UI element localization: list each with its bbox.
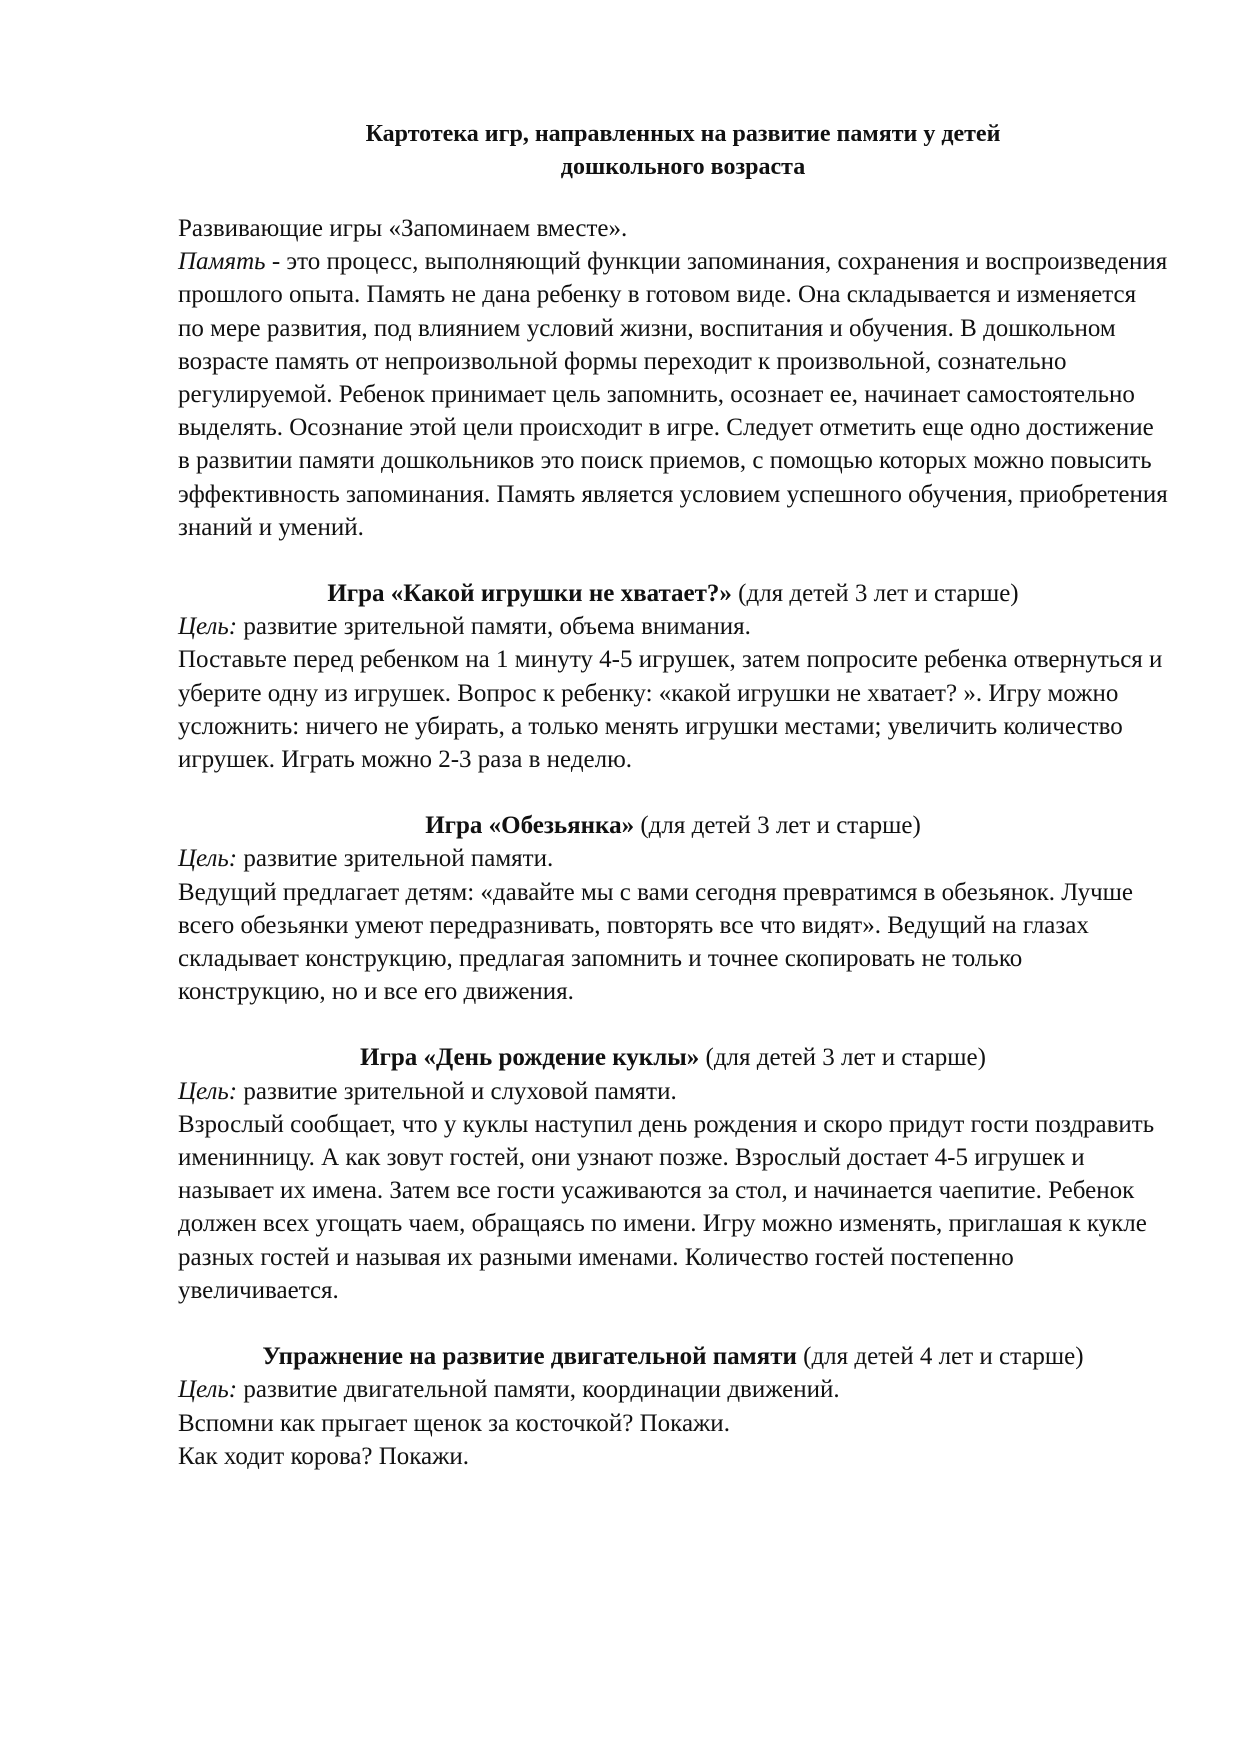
title-line-2: дошкольного возраста: [560, 154, 806, 180]
game-section-3: [178, 1041, 1168, 1307]
game-name: Игра «Обезьянка»: [425, 812, 635, 840]
game-goal: [178, 1373, 1168, 1406]
game-age: (для детей 3 лет и старше): [731, 580, 1019, 608]
intro-term: Память: [178, 248, 266, 276]
game-section-1: [178, 577, 1168, 776]
goal-text: развитие двигательной памяти, координации движений.: [237, 1376, 840, 1404]
game-description: Ведущий предлагает детям: «давайте мы с вами сегодня превратимся в обезьянок. Лучше всего обезьянки умеют передразнивать, повторять все что видят». Ведущий на глазах складывает конструкцию, предлагая запомнить и точнее скопировать не только конструкцию, но и все его движения.: [178, 878, 1134, 1006]
document-title: [178, 118, 1168, 184]
game-name: Игра «Какой игрушки не хватает?»: [327, 580, 732, 608]
intro-paragraph: [178, 245, 1168, 544]
game-description: Поставьте перед ребенком на 1 минуту 4-5 игрушек, затем попросите ребенка отвернуться и уберите одну из игрушек. Вопрос к ребенку: «какой игрушки не хватает? ». Игру можно усложнить: ничего не убирать, а только менять игрушки местами; увеличить количество игрушек. Играть можно 2-3 раза в неделю.: [178, 646, 1163, 774]
document-page: [178, 118, 1168, 1506]
intro-section: [178, 212, 1168, 544]
game-title: [178, 809, 1168, 842]
exercise-line: Вспомни как прыгает щенок за косточкой? Покажи.: [178, 1409, 730, 1437]
game-age: (для детей 4 лет и старше): [796, 1343, 1084, 1371]
exercise-line: Как ходит корова? Покажи.: [178, 1442, 470, 1470]
game-goal: [178, 842, 1168, 875]
game-description: Взрослый сообщает, что у куклы наступил день рождения и скоро придут гости поздравить именинницу. А как зовут гостей, они узнают позже. Взрослый достает 4-5 игрушек и называет их имена. Затем все гости усаживаются за стол, и начинается чаепитие. Ребенок должен всех угощать чаем, обращаясь по имени. Игру можно изменять, приглашая к кукле разных гостей и называя их разными именами. Количество гостей постепенно увеличивается.: [178, 1110, 1155, 1304]
goal-label: Цель:: [178, 1376, 238, 1404]
intro-text: - это процесс, выполняющий функции запоминания, сохранения и воспроизведения прошлого опыта. Память не дана ребенку в готовом виде. Она складывается и изменяется по мере развития, под влиянием условий жизни, воспитания и обучения. В дошкольном возрасте память от непроизвольной формы переходит к произвольной, сознательно регулируемой. Ребенок принимает цель запомнить, осознает ее, начинает самостоятельно выделять. Осознание этой цели происходит в игре. Следует отметить еще одно достижение в развитии памяти дошкольников это поиск приемов, с помощью которых можно повысить эффективность запоминания. Память является условием успешного обучения, приобретения знаний и умений.: [178, 248, 1168, 541]
game-name: Игра «День рождение куклы»: [360, 1044, 700, 1072]
game-title: [178, 1041, 1168, 1074]
game-goal: [178, 1075, 1168, 1108]
game-section-2: [178, 809, 1168, 1008]
title-line-1: Картотека игр, направленных на развитие памяти у детей: [365, 121, 1001, 147]
game-goal: [178, 610, 1168, 643]
game-name: Упражнение на развитие двигательной памяти: [262, 1343, 797, 1371]
game-age: (для детей 3 лет и старше): [634, 812, 921, 840]
goal-label: Цель:: [178, 1077, 238, 1105]
goal-text: развитие зрительной памяти.: [237, 845, 554, 873]
game-age: (для детей 3 лет и старше): [699, 1044, 986, 1072]
game-title: [178, 1340, 1168, 1373]
goal-text: развитие зрительной и слуховой памяти.: [237, 1077, 677, 1105]
goal-label: Цель:: [178, 613, 238, 641]
intro-heading: Развивающие игры «Запоминаем вместе».: [178, 215, 628, 242]
goal-text: развитие зрительной памяти, объема внимания.: [237, 613, 751, 641]
goal-label: Цель:: [178, 845, 238, 873]
game-section-4: [178, 1340, 1168, 1473]
game-title: [178, 577, 1168, 610]
